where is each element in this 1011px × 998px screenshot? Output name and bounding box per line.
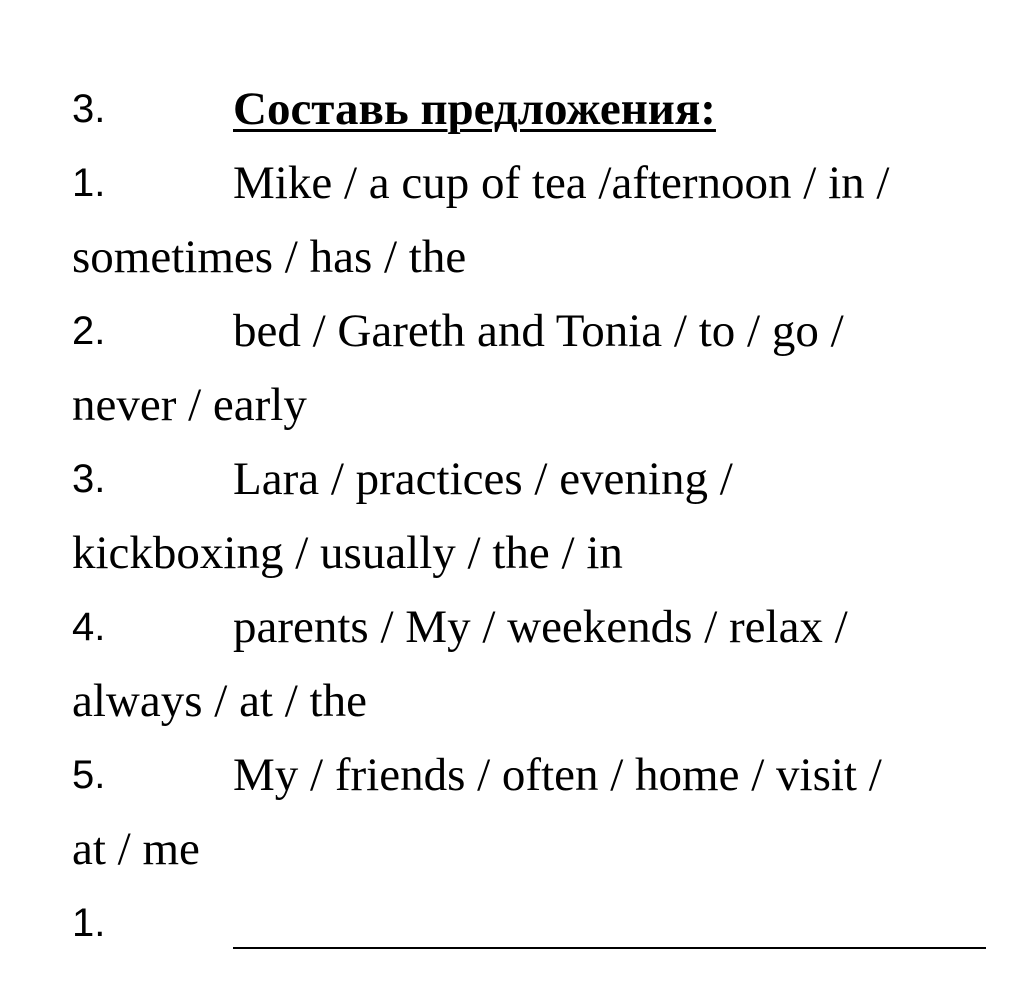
sentence-5-text: My / friends / often / home / visit / — [233, 749, 882, 801]
sentence-4-continuation: always / at / the — [72, 675, 367, 727]
sentence-1-number: 1. — [72, 161, 106, 205]
answer-1-line — [72, 891, 987, 965]
sentence-3-line-1 — [72, 447, 987, 521]
sentence-5-continuation: at / me — [72, 823, 200, 875]
exercise-block — [72, 77, 987, 965]
sentence-1-line-1 — [72, 151, 987, 225]
sentence-4-line-1 — [72, 595, 987, 669]
sentence-3-text: Lara / practices / evening / — [233, 453, 733, 505]
exercise-heading-line — [72, 77, 987, 151]
answer-1-blank — [233, 947, 986, 949]
sentence-5-number: 5. — [72, 753, 106, 797]
sentence-2-number: 2. — [72, 309, 106, 353]
sentence-3-line-2 — [72, 521, 987, 595]
sentence-4-text: parents / My / weekends / relax / — [233, 601, 848, 653]
sentence-2-continuation: never / early — [72, 379, 307, 431]
sentence-2-line-2 — [72, 373, 987, 447]
answer-1-number: 1. — [72, 901, 106, 945]
sentence-3-number: 3. — [72, 457, 106, 501]
sentence-2-text: bed / Gareth and Tonia / to / go / — [233, 305, 844, 357]
sentence-5-line-2 — [72, 817, 987, 891]
sentence-4-line-2 — [72, 669, 987, 743]
sentence-1-continuation: sometimes / has / the — [72, 231, 467, 283]
sentence-3-continuation: kickboxing / usually / the / in — [72, 527, 623, 579]
sentence-5-line-1 — [72, 743, 987, 817]
sentence-4-number: 4. — [72, 605, 106, 649]
exercise-number: 3. — [72, 87, 106, 131]
sentence-1-text: Mike / a cup of tea /afternoon / in / — [233, 157, 890, 209]
sentence-2-line-1 — [72, 299, 987, 373]
sentence-1-line-2 — [72, 225, 987, 299]
exercise-title: Составь предложения: — [233, 83, 716, 135]
